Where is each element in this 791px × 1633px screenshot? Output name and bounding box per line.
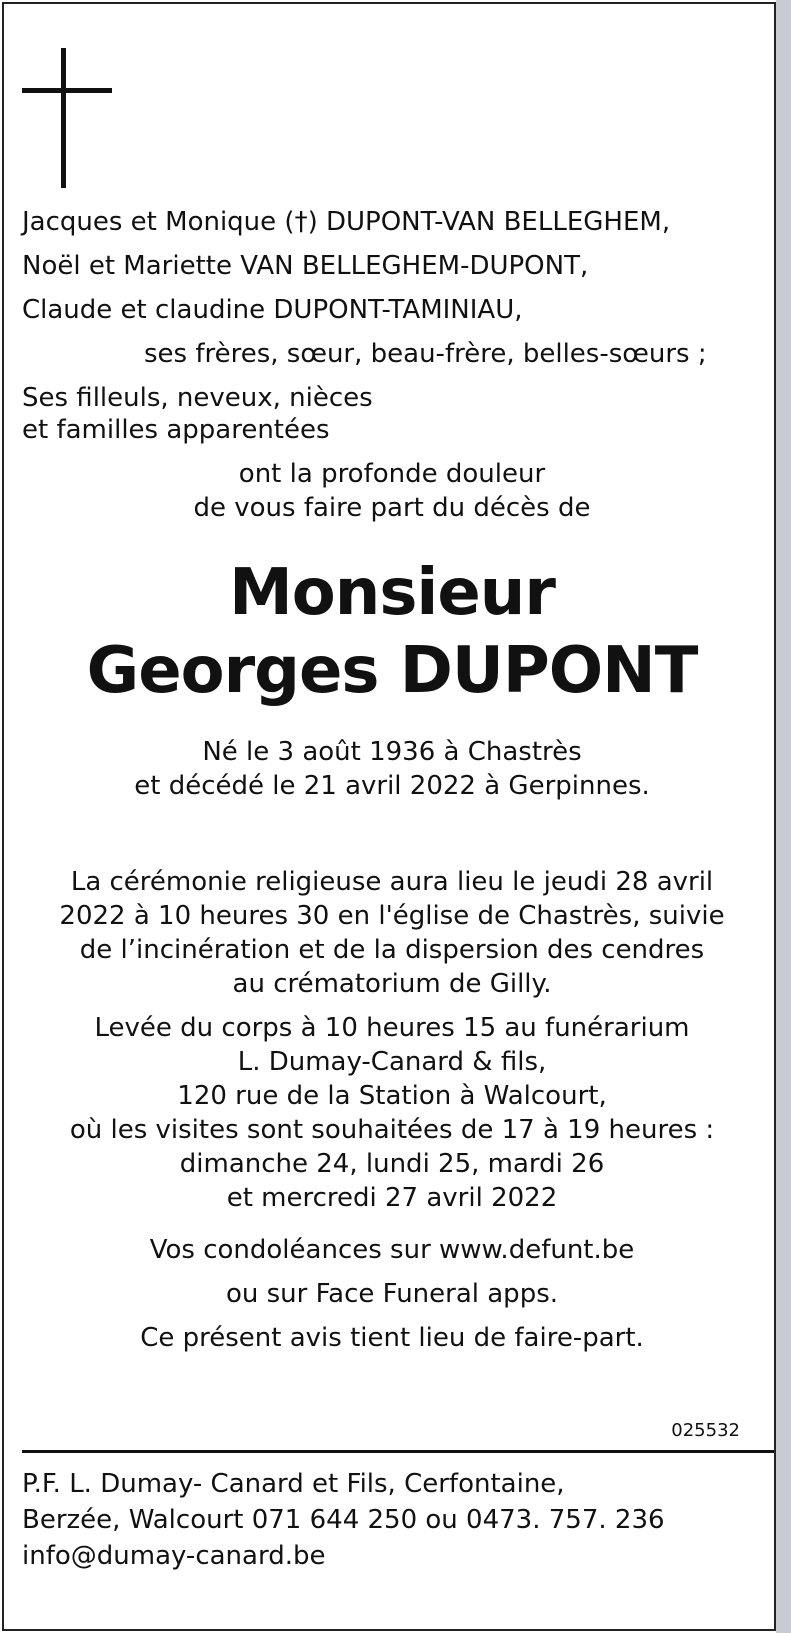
visits-line-5: dimanche 24, lundi 25, mardi 26 xyxy=(179,1149,605,1179)
announce-line-2: de vous faire part du décès de xyxy=(193,493,591,523)
ceremony-line-4: au crématorium de Gilly. xyxy=(232,969,552,999)
ceremony-line-2: 2022 à 10 heures 30 en l'église de Chastrès, suivie xyxy=(59,901,725,931)
visits-line-3: 120 rue de la Station à Walcourt, xyxy=(177,1081,607,1111)
family-line-1: Jacques et Monique (†) DUPONT-VAN BELLEGHEM, xyxy=(22,207,671,237)
funeral-home-line-2: Berzée, Walcourt 071 644 250 ou 0473. 757. 236 xyxy=(22,1505,665,1535)
apps-line: ou sur Face Funeral apps. xyxy=(225,1279,559,1309)
family-line-4: ses frères, sœur, beau-frère, belles-sœurs ; xyxy=(144,339,707,369)
visits-line-4: où les visites sont souhaitées de 17 à 19 heures : xyxy=(69,1115,715,1145)
announce-line-1: ont la profonde douleur xyxy=(238,459,546,489)
visits-line-2: L. Dumay-Canard & fils, xyxy=(237,1047,547,1077)
condolences-line: Vos condoléances sur www.defunt.be xyxy=(149,1235,635,1265)
notice-line: Ce présent avis tient lieu de faire-part. xyxy=(140,1323,644,1353)
footer-divider xyxy=(22,1450,774,1453)
family-line-2: Noël et Mariette VAN BELLEGHEM-DUPONT, xyxy=(22,251,589,281)
reference-number: 025532 xyxy=(671,1420,740,1441)
visits-line-6: et mercredi 27 avril 2022 xyxy=(226,1183,558,1213)
deceased-title: Monsieur xyxy=(229,556,555,630)
birth-line: Né le 3 août 1936 à Chastrès xyxy=(202,737,582,767)
family-line-5: Ses filleuls, neveux, nièces xyxy=(22,383,373,413)
ceremony-line-3: de l’incinération et de la dispersion des cendres xyxy=(79,935,705,965)
visits-line-1: Levée du corps à 10 heures 15 au funérarium xyxy=(94,1013,690,1043)
funeral-home-email: info@dumay-canard.be xyxy=(22,1541,326,1571)
obituary-notice xyxy=(2,2,776,1631)
cross-icon xyxy=(22,48,112,188)
family-line-3: Claude et claudine DUPONT-TAMINIAU, xyxy=(22,295,523,325)
deceased-name: Georges DUPONT xyxy=(86,634,698,708)
family-line-6: et familles apparentées xyxy=(22,415,330,445)
page-margin-strip xyxy=(776,0,791,1633)
funeral-home-line-1: P.F. L. Dumay- Canard et Fils, Cerfontaine, xyxy=(22,1469,565,1499)
ceremony-line-1: La cérémonie religieuse aura lieu le jeudi 28 avril xyxy=(70,867,714,897)
death-line: et décédé le 21 avril 2022 à Gerpinnes. xyxy=(134,771,650,801)
